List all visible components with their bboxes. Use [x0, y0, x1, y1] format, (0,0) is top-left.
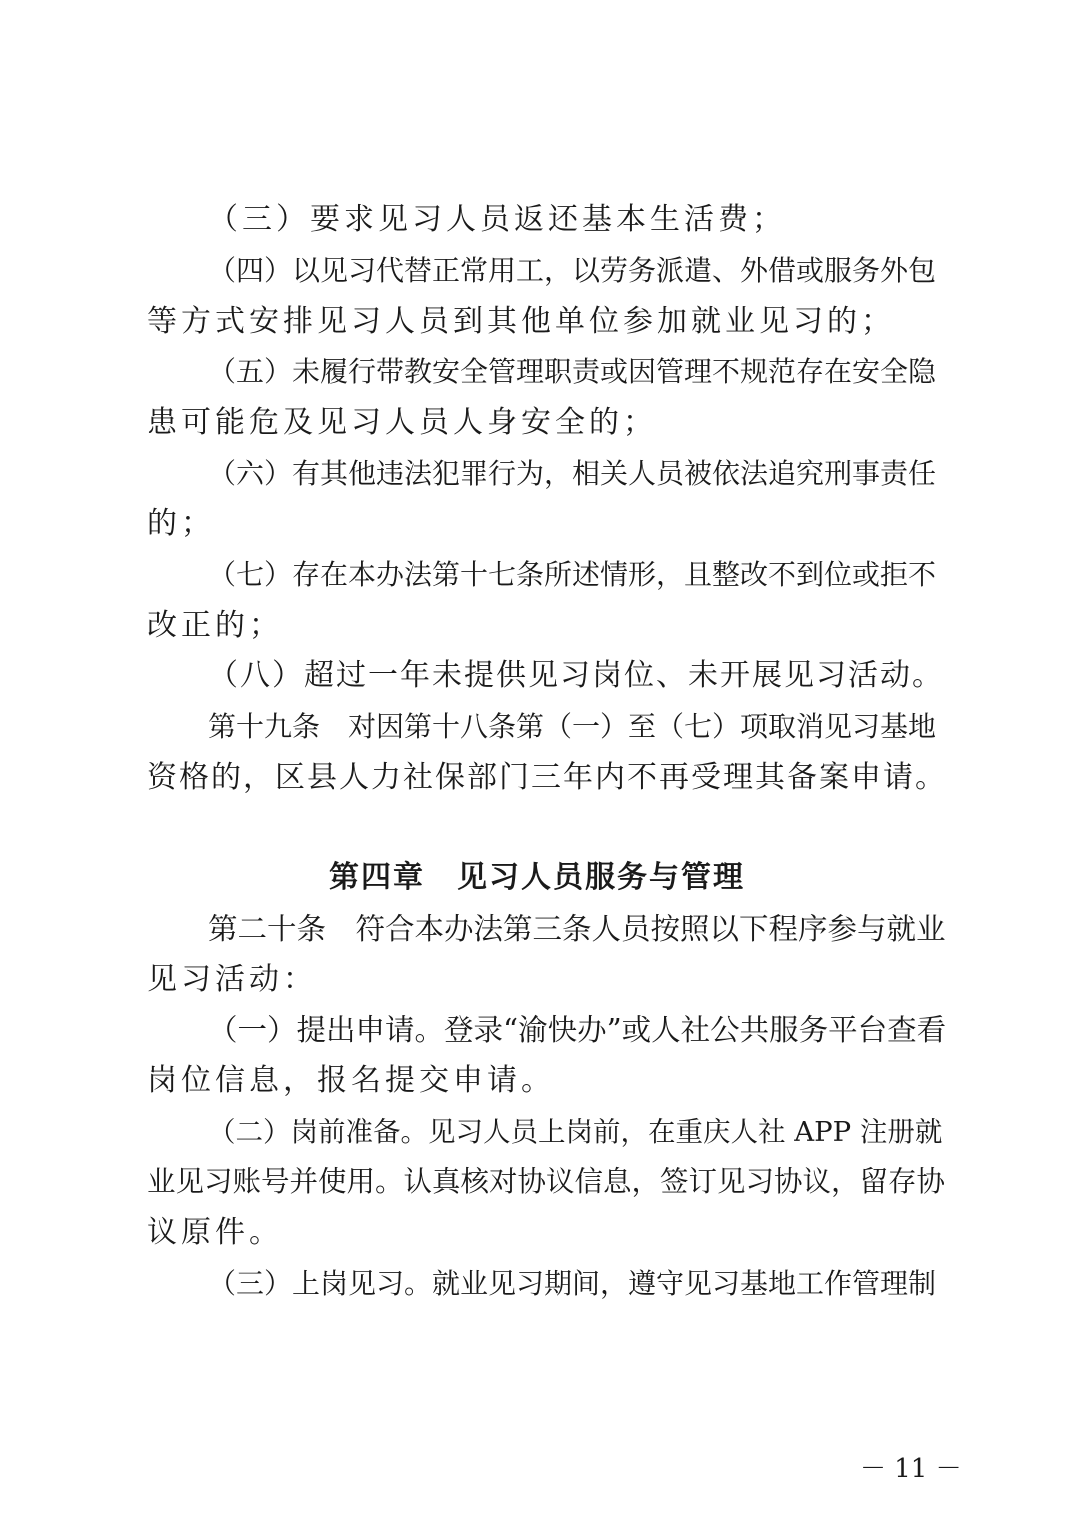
step-two-line-1: （二）岗前准备。见习人员上岗前，在重庆人社 APP 注册就 — [208, 1116, 943, 1148]
step-three-line-1: （三）上岗见习。就业见习期间，遵守见习基地工作管理制 — [208, 1267, 937, 1300]
page-number: － 11 － — [860, 1454, 962, 1484]
step-one-line-2: 岗位信息，报名提交申请。 — [147, 1063, 555, 1098]
item-seven-line-2: 改正的； — [147, 608, 283, 643]
article-19-line-2: 资格的，区县人力社保部门三年内不再受理其备案申请。 — [147, 760, 947, 795]
item-five-line-2: 患可能危及见习人员人身安全的； — [147, 405, 657, 440]
article-19-line-1: 第十九条 对因第十八条第（一）至（七）项取消见习基地 — [208, 710, 937, 743]
chapter-four-heading: 第四章 见习人员服务与管理 — [329, 860, 745, 895]
item-four-line-2: 等方式安排见习人员到其他单位参加就业见习的； — [147, 304, 895, 339]
item-three-return-allowance: （三）要求见习人员返还基本生活费； — [208, 202, 786, 237]
step-two-line-3: 议原件。 — [147, 1215, 283, 1250]
step-two-line-2: 业见习账号并使用。认真核对协议信息，签订见习协议，留存协 — [147, 1165, 946, 1198]
item-five-line-1: （五）未履行带教安全管理职责或因管理不规范存在安全隐 — [208, 355, 937, 388]
article-20-line-1: 第二十条 符合本办法第三条人员按照以下程序参与就业 — [208, 912, 946, 946]
item-six-line-1: （六）有其他违法犯罪行为，相关人员被依法追究刑事责任 — [208, 457, 937, 490]
article-20-line-2: 见习活动： — [147, 962, 317, 997]
step-one-line-1: （一）提出申请。登录“渝快办”或人社公共服务平台查看 — [208, 1013, 947, 1047]
item-eight: （八）超过一年未提供见习岗位、未开展见习活动。 — [208, 658, 944, 693]
item-six-line-2: 的； — [147, 506, 215, 541]
item-seven-line-1: （七）存在本办法第十七条所述情形，且整改不到位或拒不 — [208, 558, 937, 591]
item-four-line-1: （四）以见习代替正常用工，以劳务派遣、外借或服务外包 — [208, 254, 937, 287]
